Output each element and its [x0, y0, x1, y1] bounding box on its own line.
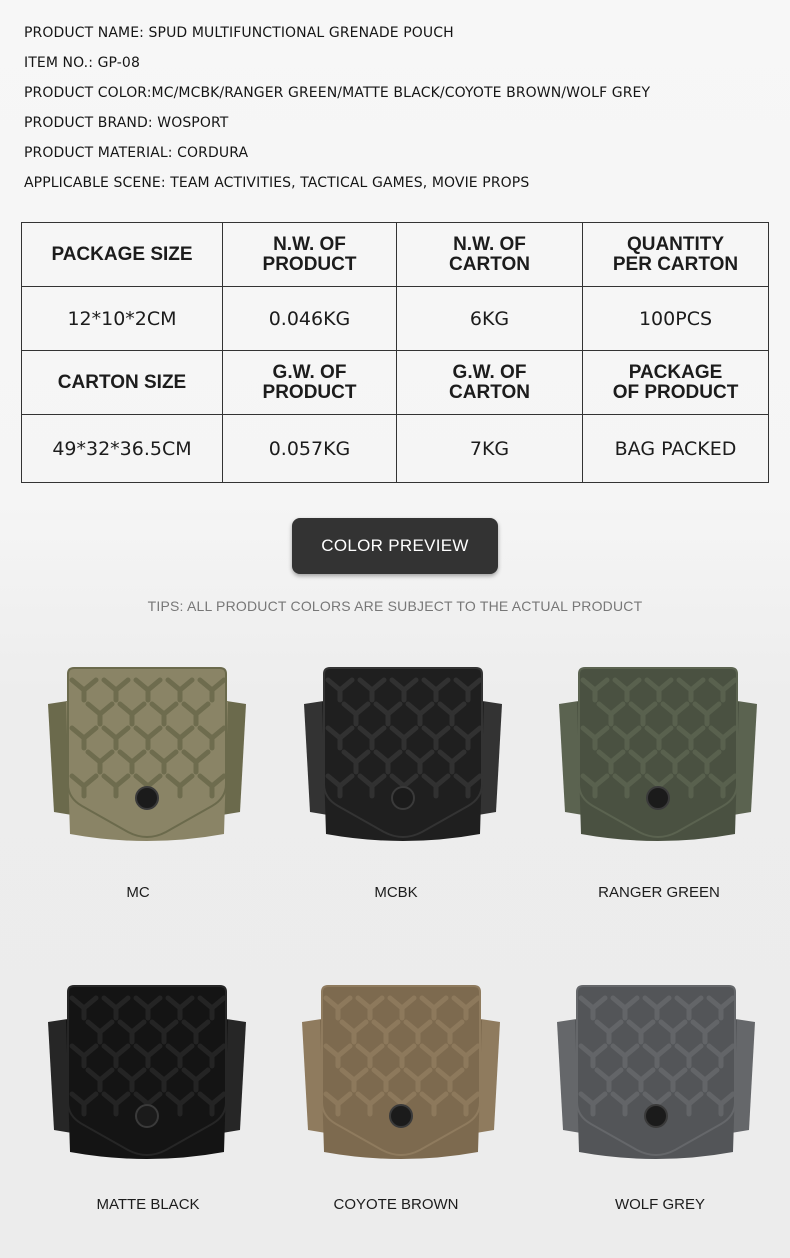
spec-brand: PRODUCT BRAND: WOSPORT	[24, 115, 229, 131]
table-cell: 7KG	[397, 415, 583, 483]
color-label-ranger-green: RANGER GREEN	[598, 884, 720, 901]
spec-material: PRODUCT MATERIAL: CORDURA	[24, 145, 249, 161]
spec-applicable-scene: APPLICABLE SCENE: TEAM ACTIVITIES, TACTICAL GAMES, MOVIE PROPS	[24, 175, 530, 191]
table-header-row	[22, 351, 769, 415]
table-header-cell: CARTON SIZE	[22, 351, 223, 415]
pouch-image-mcbk	[300, 666, 506, 872]
table-cell: 6KG	[397, 287, 583, 351]
table-header-row	[22, 223, 769, 287]
color-label-coyote-brown: COYOTE BROWN	[333, 1196, 459, 1213]
pouch-image-matte-black	[44, 984, 250, 1190]
pouch-image-wolf-grey	[553, 984, 759, 1190]
table-row	[22, 287, 769, 351]
spec-product-color: PRODUCT COLOR:MC/MCBK/RANGER GREEN/MATTE BLACK/COYOTE BROWN/WOLF GREY	[24, 85, 651, 101]
snap-button-icon	[645, 1105, 667, 1127]
product-specs	[24, 24, 650, 204]
color-preview-section-header	[292, 518, 498, 574]
pouch-image-coyote-brown	[298, 984, 504, 1190]
color-label-matte-black: MATTE BLACK	[96, 1196, 200, 1213]
pouch-image-ranger-green	[555, 666, 761, 872]
color-label-mc: MC	[126, 884, 150, 901]
snap-button-icon	[392, 787, 414, 809]
table-header-cell: PACKAGE SIZE	[22, 223, 223, 287]
table-header-cell: QUANTITY PER CARTON	[583, 223, 769, 287]
table-cell: 49*32*36.5CM	[22, 415, 223, 483]
spec-product-name: PRODUCT NAME: SPUD MULTIFUNCTIONAL GRENADE POUCH	[24, 25, 454, 41]
table-header-cell: PACKAGE OF PRODUCT	[583, 351, 769, 415]
pouch-image-mc	[44, 666, 250, 872]
spec-item-no: ITEM NO.: GP-08	[24, 55, 140, 71]
snap-button-icon	[136, 787, 158, 809]
table-header-cell: G.W. OF CARTON	[397, 351, 583, 415]
table-cell: 12*10*2CM	[22, 287, 223, 351]
color-tips-text: TIPS: ALL PRODUCT COLORS ARE SUBJECT TO THE ACTUAL PRODUCT	[147, 598, 643, 614]
snap-button-icon	[390, 1105, 412, 1127]
table-header-cell: N.W. OF PRODUCT	[223, 223, 397, 287]
table-header-cell: G.W. OF PRODUCT	[223, 351, 397, 415]
package-table	[21, 222, 769, 483]
color-preview-button[interactable]: COLOR PREVIEW	[292, 518, 498, 574]
table-cell: 0.057KG	[223, 415, 397, 483]
table-cell: 0.046KG	[223, 287, 397, 351]
table-header-cell: N.W. OF CARTON	[397, 223, 583, 287]
table-cell: 100PCS	[583, 287, 769, 351]
snap-button-icon	[136, 1105, 158, 1127]
snap-button-icon	[647, 787, 669, 809]
table-row	[22, 415, 769, 483]
table-cell: BAG PACKED	[583, 415, 769, 483]
color-label-mcbk: MCBK	[374, 884, 418, 901]
color-label-wolf-grey: WOLF GREY	[614, 1196, 705, 1213]
